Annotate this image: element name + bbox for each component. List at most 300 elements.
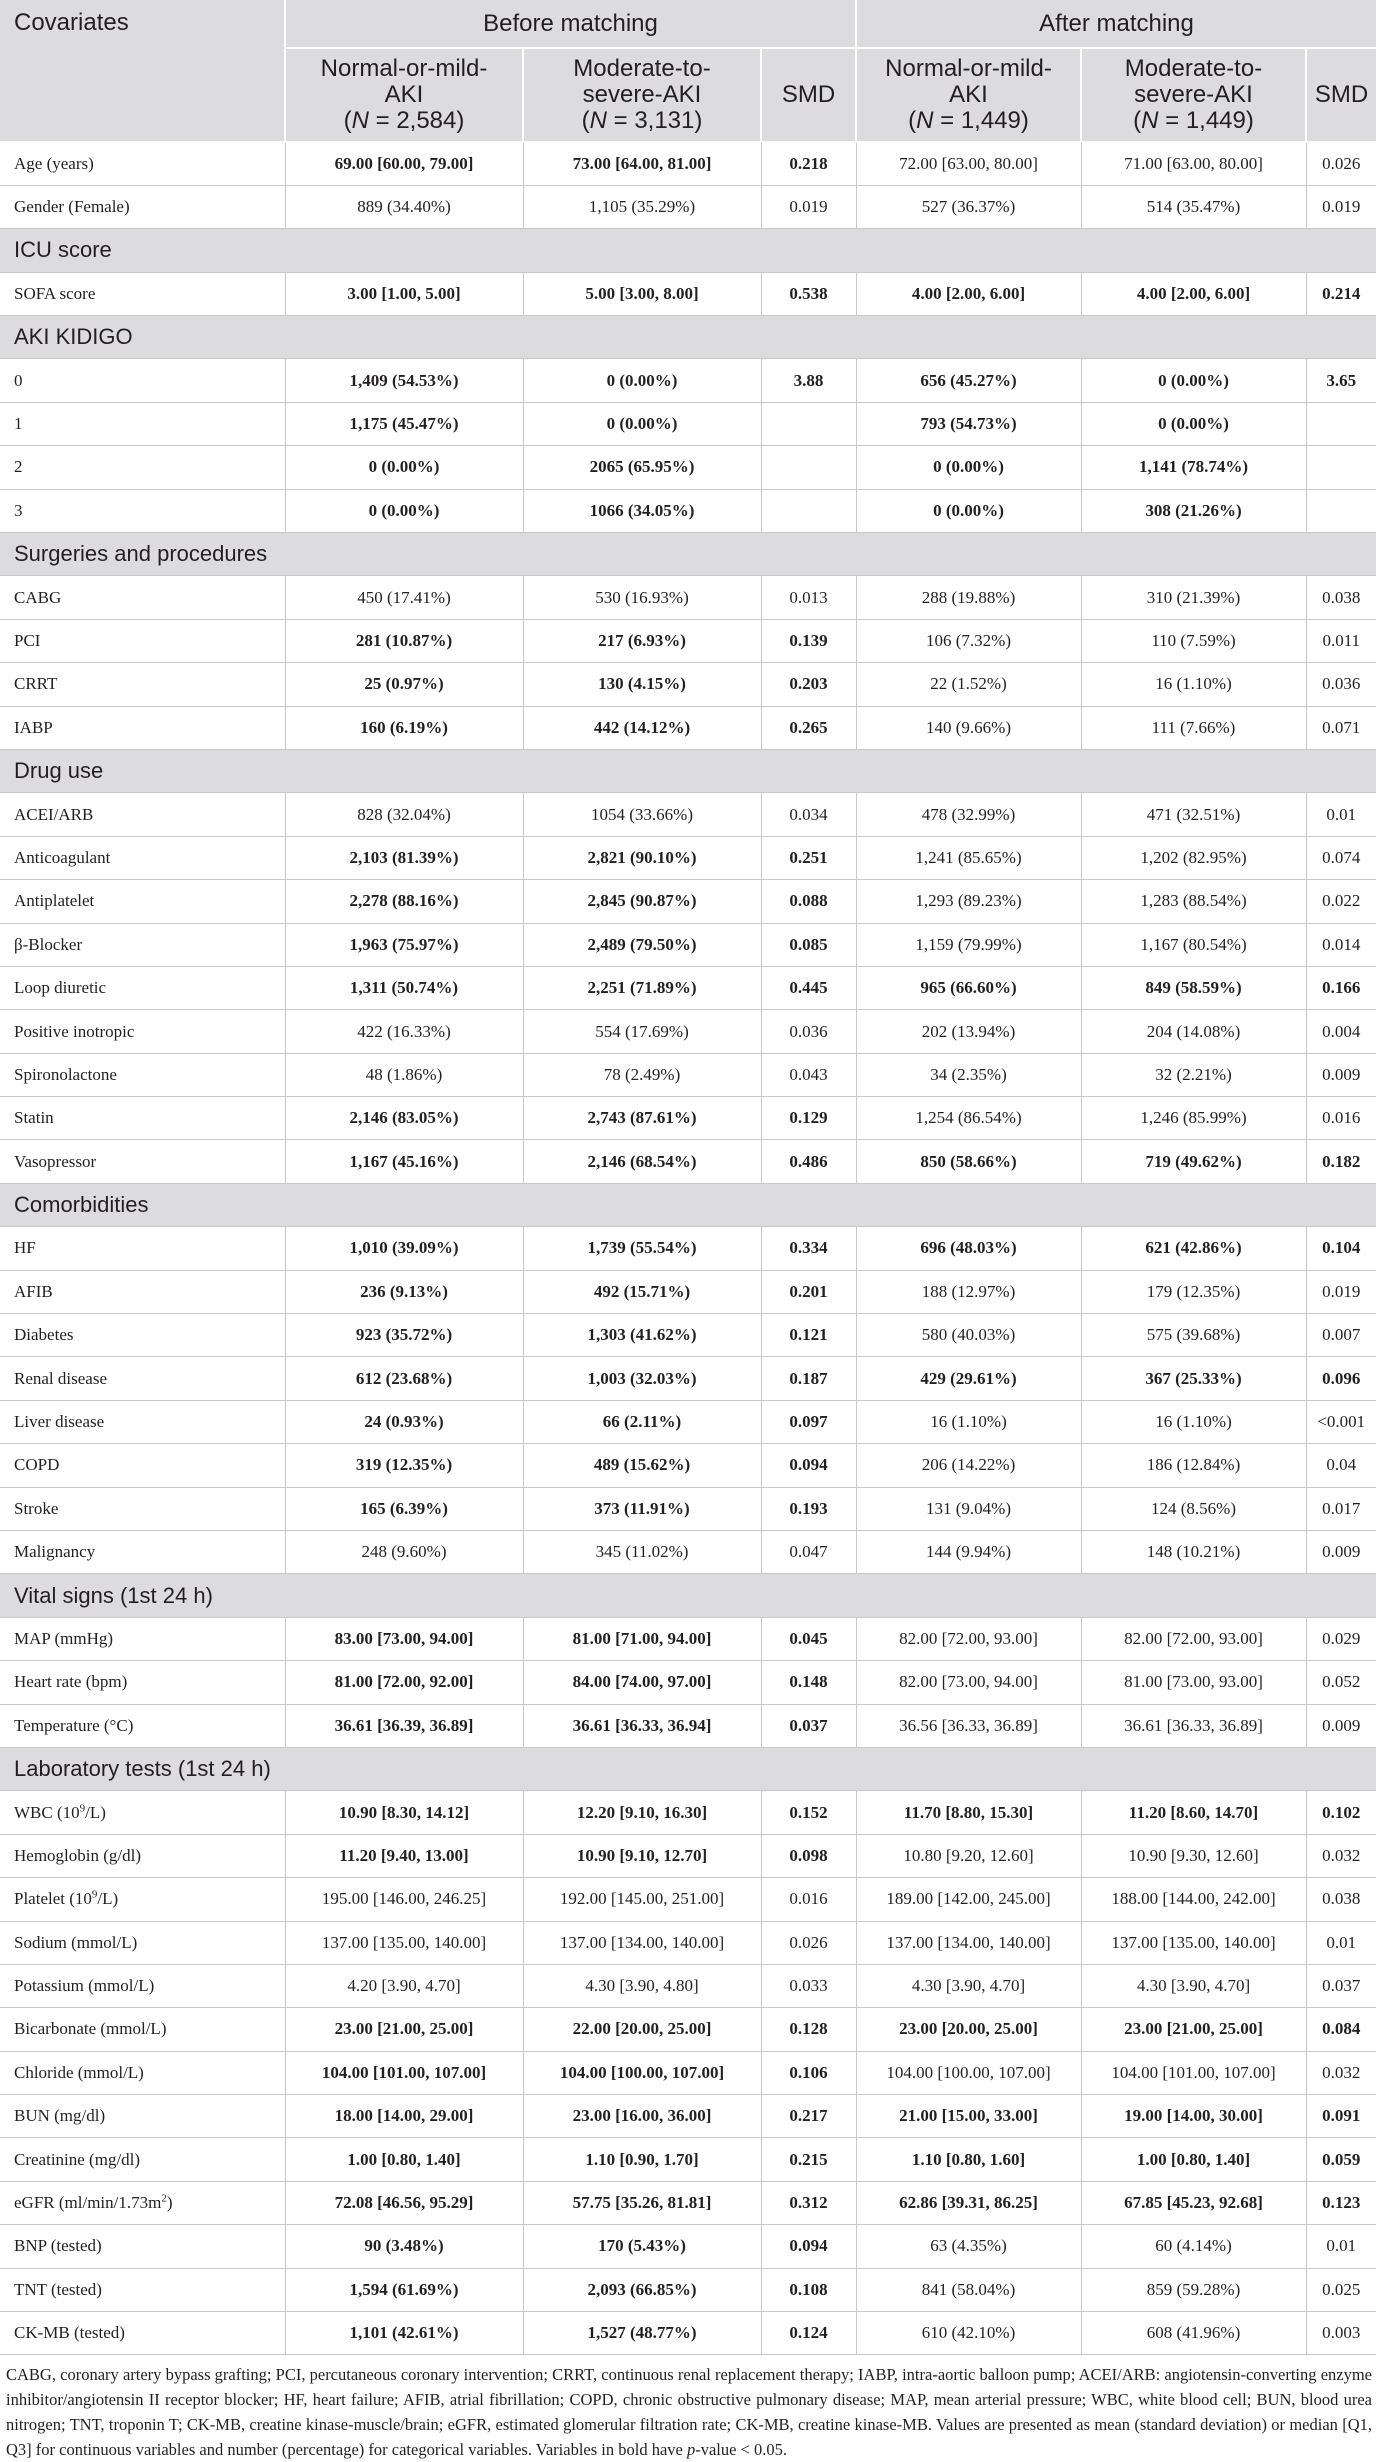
cell-after-moderate: 23.00 [21.00, 25.00]: [1081, 2008, 1306, 2051]
row-label: [0, 489, 285, 532]
cell-after-smd: 0.038: [1306, 1878, 1376, 1921]
row-label-text: Age (years): [14, 153, 94, 173]
cell-before-smd: 0.019: [761, 185, 856, 228]
cell-after-smd: 0.036: [1306, 663, 1376, 706]
row-label: [0, 359, 285, 402]
table-row: [0, 706, 1376, 749]
cell-before-moderate: 104.00 [100.00, 107.00]: [523, 2051, 761, 2094]
table-footnote: CABG, coronary artery bypass grafting; PCI, percutaneous coronary intervention; CRRT, continuous renal replacement therapy; IABP, intra-aortic balloon pump; ACEI/ARB: angiotensin-converting enzyme inhibitor/angiotensin II receptor blocker; HF, heart failure; AFIB, atrial fibrillation; COPD, chronic obstructive pulmonary disease; MAP, mean arterial pressure; WBC, white blood cell; BUN, blood urea nitrogen; TNT, troponin T; CK-MB, creatine kinase-muscle/brain; eGFR, estimated glomerular filtration rate; CK-MB, creatine kinase-MB. Values are presented as mean (standard deviation) or median [Q1, Q3] for continuous variables and number (percentage) for categorical variables. Variables in bold have p-value < 0.05.: [6, 2365, 1372, 2459]
cell-before-normal: 18.00 [14.00, 29.00]: [285, 2095, 523, 2138]
table-row: [0, 402, 1376, 445]
cell-after-normal: 16 (1.10%): [856, 1400, 1081, 1443]
row-label: [0, 576, 285, 619]
cell-after-normal: 841 (58.04%): [856, 2268, 1081, 2311]
cell-before-moderate: 2,821 (90.10%): [523, 836, 761, 879]
cell-before-normal: 1,167 (45.16%): [285, 1140, 523, 1183]
row-label-text: Sodium (mmol/L): [14, 1932, 138, 1952]
cell-before-smd: 0.097: [761, 1400, 856, 1443]
table-row: [0, 2095, 1376, 2138]
cell-before-smd: 0.108: [761, 2268, 856, 2311]
cell-before-smd: 0.094: [761, 2225, 856, 2268]
cell-before-smd: 0.094: [761, 1444, 856, 1487]
cell-before-moderate: 217 (6.93%): [523, 619, 761, 662]
table-row: [0, 1444, 1376, 1487]
cell-after-smd: 0.038: [1306, 576, 1376, 619]
cell-after-normal: 1.10 [0.80, 1.60]: [856, 2138, 1081, 2181]
cell-after-smd: 0.052: [1306, 1661, 1376, 1704]
table-row: [0, 1921, 1376, 1964]
cell-after-moderate: 19.00 [14.00, 30.00]: [1081, 2095, 1306, 2138]
cell-after-smd: 0.014: [1306, 923, 1376, 966]
row-label-text: Gender (Female): [14, 197, 130, 217]
row-label: [0, 1270, 285, 1313]
cell-after-smd: 0.032: [1306, 2051, 1376, 2094]
cell-after-smd: 0.019: [1306, 185, 1376, 228]
cell-after-smd: 0.029: [1306, 1617, 1376, 1660]
row-label-superscript: 9: [91, 1888, 98, 1901]
cell-before-normal: 3.00 [1.00, 5.00]: [285, 272, 523, 315]
cell-after-moderate: 0 (0.00%): [1081, 359, 1306, 402]
cell-before-smd: 0.043: [761, 1053, 856, 1096]
cell-before-smd: 3.88: [761, 359, 856, 402]
table-row: [0, 966, 1376, 1009]
cell-before-moderate: 1,527 (48.77%): [523, 2312, 761, 2355]
row-label: [0, 619, 285, 662]
table-row: [0, 446, 1376, 489]
cell-before-normal: 828 (32.04%): [285, 793, 523, 836]
cell-before-normal: 2,146 (83.05%): [285, 1097, 523, 1140]
row-label-text: IABP: [14, 717, 53, 737]
cell-before-normal: 319 (12.35%): [285, 1444, 523, 1487]
cell-after-smd: 0.009: [1306, 1053, 1376, 1096]
cell-before-normal: 160 (6.19%): [285, 706, 523, 749]
cell-after-moderate: 137.00 [135.00, 140.00]: [1081, 1921, 1306, 1964]
cell-before-smd: 0.193: [761, 1487, 856, 1530]
cell-before-moderate: 2065 (65.95%): [523, 446, 761, 489]
cell-before-normal: 1,594 (61.69%): [285, 2268, 523, 2311]
cell-after-moderate: 60 (4.14%): [1081, 2225, 1306, 2268]
cell-before-normal: 4.20 [3.90, 4.70]: [285, 1964, 523, 2007]
row-label-text: SOFA score: [14, 283, 96, 303]
row-label-text: Malignancy: [14, 1542, 96, 1562]
cell-before-smd: 0.036: [761, 1010, 856, 1053]
cell-before-moderate: 22.00 [20.00, 25.00]: [523, 2008, 761, 2051]
cell-before-normal: 612 (23.68%): [285, 1357, 523, 1400]
cell-before-moderate: 130 (4.15%): [523, 663, 761, 706]
cell-before-smd: 0.129: [761, 1097, 856, 1140]
cell-before-normal: 422 (16.33%): [285, 1010, 523, 1053]
cell-after-normal: 0 (0.00%): [856, 446, 1081, 489]
cell-after-normal: 188 (12.97%): [856, 1270, 1081, 1313]
cell-after-moderate: 1,283 (88.54%): [1081, 880, 1306, 923]
row-label: [0, 706, 285, 749]
row-label: [0, 1053, 285, 1096]
header-after-normal: [856, 48, 1081, 142]
cell-before-normal: 1,101 (42.61%): [285, 2312, 523, 2355]
row-label-text: COPD: [14, 1455, 60, 1475]
cell-before-moderate: 23.00 [16.00, 36.00]: [523, 2095, 761, 2138]
cell-before-smd: 0.085: [761, 923, 856, 966]
row-label: [0, 2181, 285, 2224]
cell-after-normal: 62.86 [39.31, 86.25]: [856, 2181, 1081, 2224]
cell-after-smd: 0.037: [1306, 1964, 1376, 2007]
cell-after-normal: 36.56 [36.33, 36.89]: [856, 1704, 1081, 1747]
cell-after-normal: 34 (2.35%): [856, 1053, 1081, 1096]
cell-after-normal: 429 (29.61%): [856, 1357, 1081, 1400]
cell-before-smd: 0.121: [761, 1314, 856, 1357]
cell-after-normal: 82.00 [72.00, 93.00]: [856, 1617, 1081, 1660]
cell-before-normal: 104.00 [101.00, 107.00]: [285, 2051, 523, 2094]
table-row: [0, 1270, 1376, 1313]
row-label-text: Bicarbonate (mmol/L): [14, 2019, 167, 2039]
table-row: [0, 1704, 1376, 1747]
cell-before-normal: 165 (6.39%): [285, 1487, 523, 1530]
row-label-text: BUN (mg/dl): [14, 2106, 106, 2126]
header-before-normal-n: (N = 2,584): [343, 107, 465, 134]
cell-after-moderate: 575 (39.68%): [1081, 1314, 1306, 1357]
cell-after-normal: 189.00 [142.00, 245.00]: [856, 1878, 1081, 1921]
cell-before-normal: 83.00 [73.00, 94.00]: [285, 1617, 523, 1660]
cell-before-smd: 0.033: [761, 1964, 856, 2007]
table-row: [0, 272, 1376, 315]
cell-after-normal: 1,254 (86.54%): [856, 1097, 1081, 1140]
table-row: [0, 1834, 1376, 1877]
cell-after-moderate: 1.00 [0.80, 1.40]: [1081, 2138, 1306, 2181]
row-label-text: CRRT: [14, 674, 58, 694]
cell-after-smd: 0.084: [1306, 2008, 1376, 2051]
row-label: [0, 793, 285, 836]
cell-after-smd: 0.011: [1306, 619, 1376, 662]
header-after-moderate-n: (N = 1,449): [1133, 107, 1254, 134]
cell-after-normal: 137.00 [134.00, 140.00]: [856, 1921, 1081, 1964]
cell-before-moderate: 530 (16.93%): [523, 576, 761, 619]
row-label: [0, 2095, 285, 2138]
cell-after-smd: 0.009: [1306, 1704, 1376, 1747]
cell-after-moderate: 10.90 [9.30, 12.60]: [1081, 1834, 1306, 1877]
cell-before-normal: 69.00 [60.00, 79.00]: [285, 142, 523, 185]
row-label-superscript: 9: [79, 1801, 86, 1814]
cell-after-smd: 0.017: [1306, 1487, 1376, 1530]
cell-before-moderate: 492 (15.71%): [523, 1270, 761, 1313]
table-row: [0, 2181, 1376, 2224]
cell-before-moderate: 0 (0.00%): [523, 402, 761, 445]
cell-after-moderate: 16 (1.10%): [1081, 663, 1306, 706]
row-label: [0, 836, 285, 879]
cell-before-moderate: 554 (17.69%): [523, 1010, 761, 1053]
cell-before-moderate: 81.00 [71.00, 94.00]: [523, 1617, 761, 1660]
cell-after-normal: 4.00 [2.00, 6.00]: [856, 272, 1081, 315]
cell-after-smd: 0.026: [1306, 142, 1376, 185]
cell-before-moderate: 170 (5.43%): [523, 2225, 761, 2268]
cell-before-smd: 0.106: [761, 2051, 856, 2094]
header-before-moderate-n: (N = 3,131): [581, 107, 703, 134]
header-after-normal-label: Normal-or-mild-AKI: [885, 55, 1052, 108]
cell-after-smd: 0.016: [1306, 1097, 1376, 1140]
cell-after-normal: 1,293 (89.23%): [856, 880, 1081, 923]
cell-after-moderate: 859 (59.28%): [1081, 2268, 1306, 2311]
cell-before-normal: 450 (17.41%): [285, 576, 523, 619]
cell-before-smd: 0.251: [761, 836, 856, 879]
header-before-matching: Before matching: [285, 0, 856, 48]
section-row: [0, 316, 1376, 359]
cell-before-moderate: 442 (14.12%): [523, 706, 761, 749]
cell-after-moderate: 104.00 [101.00, 107.00]: [1081, 2051, 1306, 2094]
cell-after-smd: 0.032: [1306, 1834, 1376, 1877]
cell-after-smd: 0.123: [1306, 2181, 1376, 2224]
cell-after-moderate: 186 (12.84%): [1081, 1444, 1306, 1487]
cell-after-normal: 696 (48.03%): [856, 1227, 1081, 1270]
cell-before-normal: 2,103 (81.39%): [285, 836, 523, 879]
table-row: [0, 1531, 1376, 1574]
cell-before-normal: 2,278 (88.16%): [285, 880, 523, 923]
header-after-matching: After matching: [856, 0, 1376, 48]
table-row: [0, 793, 1376, 836]
section-heading: ICU score: [0, 229, 1376, 272]
row-label-text: 1: [14, 414, 23, 434]
row-label-text: Anticoagulant: [14, 847, 111, 867]
row-label: [0, 1531, 285, 1574]
cell-after-moderate: 1,202 (82.95%): [1081, 836, 1306, 879]
row-label: [0, 1357, 285, 1400]
table-row: [0, 1878, 1376, 1921]
row-label-text: eGFR (ml/min/1.73m: [14, 2193, 162, 2213]
row-label-text: AFIB: [14, 1281, 53, 1301]
cell-before-normal: 23.00 [21.00, 25.00]: [285, 2008, 523, 2051]
cell-before-smd: 0.486: [761, 1140, 856, 1183]
cell-before-smd: 0.026: [761, 1921, 856, 1964]
cell-before-smd: 0.445: [761, 966, 856, 1009]
cell-after-normal: 0 (0.00%): [856, 489, 1081, 532]
cell-before-smd: 0.098: [761, 1834, 856, 1877]
cell-before-smd: 0.218: [761, 142, 856, 185]
cell-before-moderate: 2,093 (66.85%): [523, 2268, 761, 2311]
cell-before-smd: 0.217: [761, 2095, 856, 2138]
cell-after-moderate: 308 (21.26%): [1081, 489, 1306, 532]
cell-before-moderate: 345 (11.02%): [523, 1531, 761, 1574]
cell-before-smd: 0.152: [761, 1791, 856, 1834]
cell-after-normal: 202 (13.94%): [856, 1010, 1081, 1053]
cell-after-normal: 288 (19.88%): [856, 576, 1081, 619]
cell-after-smd: 0.091: [1306, 2095, 1376, 2138]
cell-before-normal: 137.00 [135.00, 140.00]: [285, 1921, 523, 1964]
table-row: [0, 1617, 1376, 1660]
row-label-suffix: ): [166, 2193, 173, 2213]
cell-before-normal: 72.08 [46.56, 95.29]: [285, 2181, 523, 2224]
row-label-text: Temperature (°C): [14, 1715, 134, 1735]
row-label: [0, 2008, 285, 2051]
cell-before-smd: [761, 489, 856, 532]
cell-after-moderate: 148 (10.21%): [1081, 1531, 1306, 1574]
cell-before-normal: 195.00 [146.00, 246.25]: [285, 1878, 523, 1921]
cell-before-smd: [761, 446, 856, 489]
cell-before-normal: 10.90 [8.30, 14.12]: [285, 1791, 523, 1834]
cell-after-normal: 656 (45.27%): [856, 359, 1081, 402]
cell-after-moderate: 81.00 [73.00, 93.00]: [1081, 1661, 1306, 1704]
cell-after-moderate: 204 (14.08%): [1081, 1010, 1306, 1053]
cell-before-normal: 25 (0.97%): [285, 663, 523, 706]
cell-before-moderate: 2,845 (90.87%): [523, 880, 761, 923]
cell-after-normal: 63 (4.35%): [856, 2225, 1081, 2268]
cell-before-normal: 889 (34.40%): [285, 185, 523, 228]
cell-before-moderate: 192.00 [145.00, 251.00]: [523, 1878, 761, 1921]
row-label: [0, 1227, 285, 1270]
row-label-text: 3: [14, 500, 23, 520]
row-label: [0, 663, 285, 706]
cell-after-moderate: 621 (42.86%): [1081, 1227, 1306, 1270]
row-label: [0, 1834, 285, 1877]
cell-after-moderate: 36.61 [36.33, 36.89]: [1081, 1704, 1306, 1747]
cell-after-moderate: 11.20 [8.60, 14.70]: [1081, 1791, 1306, 1834]
table-row: [0, 1791, 1376, 1834]
row-label-text: β-Blocker: [14, 934, 83, 954]
cell-after-moderate: 1,141 (78.74%): [1081, 446, 1306, 489]
cell-before-moderate: 73.00 [64.00, 81.00]: [523, 142, 761, 185]
cell-after-smd: 0.01: [1306, 793, 1376, 836]
row-label-text: CK-MB (tested): [14, 2323, 125, 2343]
table-row: [0, 619, 1376, 662]
cell-after-moderate: 4.00 [2.00, 6.00]: [1081, 272, 1306, 315]
cell-before-smd: 0.128: [761, 2008, 856, 2051]
cell-after-normal: 23.00 [20.00, 25.00]: [856, 2008, 1081, 2051]
cell-after-moderate: 310 (21.39%): [1081, 576, 1306, 619]
cell-after-moderate: 1,167 (80.54%): [1081, 923, 1306, 966]
row-label: [0, 1400, 285, 1443]
cell-before-smd: 0.265: [761, 706, 856, 749]
header-before-smd: SMD: [761, 48, 856, 142]
cell-after-smd: 0.022: [1306, 880, 1376, 923]
header-after-moderate: [1081, 48, 1306, 142]
cell-before-moderate: 1054 (33.66%): [523, 793, 761, 836]
cell-before-normal: 1,175 (45.47%): [285, 402, 523, 445]
row-label-text: CABG: [14, 587, 62, 607]
cell-after-moderate: 188.00 [144.00, 242.00]: [1081, 1878, 1306, 1921]
cell-before-smd: 0.148: [761, 1661, 856, 1704]
section-heading: Laboratory tests (1st 24 h): [0, 1747, 1376, 1790]
cell-after-moderate: 16 (1.10%): [1081, 1400, 1306, 1443]
cell-before-normal: 1,963 (75.97%): [285, 923, 523, 966]
row-label-text: Stroke: [14, 1498, 59, 1518]
header-after-normal-n: (N = 1,449): [908, 107, 1029, 134]
cell-before-moderate: 5.00 [3.00, 8.00]: [523, 272, 761, 315]
cell-after-smd: 0.074: [1306, 836, 1376, 879]
cell-after-smd: 0.214: [1306, 272, 1376, 315]
cell-before-smd: 0.088: [761, 880, 856, 923]
cell-after-smd: 0.04: [1306, 1444, 1376, 1487]
table-row: [0, 880, 1376, 923]
section-row: [0, 1574, 1376, 1617]
cell-before-normal: 236 (9.13%): [285, 1270, 523, 1313]
table-row: [0, 576, 1376, 619]
cell-before-moderate: 2,251 (71.89%): [523, 966, 761, 1009]
row-label: [0, 2225, 285, 2268]
cell-after-smd: 0.007: [1306, 1314, 1376, 1357]
cell-after-smd: <0.001: [1306, 1400, 1376, 1443]
cell-before-normal: 90 (3.48%): [285, 2225, 523, 2268]
cell-after-normal: 140 (9.66%): [856, 706, 1081, 749]
row-label: [0, 2138, 285, 2181]
cell-after-normal: 527 (36.37%): [856, 185, 1081, 228]
table-body: [0, 142, 1376, 2355]
cell-before-moderate: 1.10 [0.90, 1.70]: [523, 2138, 761, 2181]
table-row: [0, 1010, 1376, 1053]
row-label: [0, 1617, 285, 1660]
cell-before-moderate: 57.75 [35.26, 81.81]: [523, 2181, 761, 2224]
row-label: [0, 1964, 285, 2007]
cell-after-moderate: 471 (32.51%): [1081, 793, 1306, 836]
table-row: [0, 1661, 1376, 1704]
cell-after-moderate: 1,246 (85.99%): [1081, 1097, 1306, 1140]
table-row: [0, 1097, 1376, 1140]
header-before-moderate: [523, 48, 761, 142]
cell-after-smd: 0.003: [1306, 2312, 1376, 2355]
section-heading: Surgeries and procedures: [0, 533, 1376, 576]
cell-before-normal: 923 (35.72%): [285, 1314, 523, 1357]
cell-before-moderate: 1,105 (35.29%): [523, 185, 761, 228]
section-row: [0, 1747, 1376, 1790]
cell-after-moderate: 82.00 [72.00, 93.00]: [1081, 1617, 1306, 1660]
cell-after-smd: 0.166: [1306, 966, 1376, 1009]
cell-after-moderate: 514 (35.47%): [1081, 185, 1306, 228]
cell-after-smd: 0.009: [1306, 1531, 1376, 1574]
table-row: [0, 663, 1376, 706]
cell-after-moderate: 608 (41.96%): [1081, 2312, 1306, 2355]
table-row: [0, 1357, 1376, 1400]
cell-before-normal: 1,010 (39.09%): [285, 1227, 523, 1270]
row-label-text: Liver disease: [14, 1412, 105, 1432]
cell-before-smd: 0.215: [761, 2138, 856, 2181]
row-label-text: TNT (tested): [14, 2279, 102, 2299]
cell-after-normal: 850 (58.66%): [856, 1140, 1081, 1183]
row-label: [0, 1487, 285, 1530]
row-label-text: WBC (10: [14, 1802, 80, 1822]
header-before-moderate-label: Moderate-to-severe-AKI: [573, 55, 711, 108]
cell-after-moderate: 4.30 [3.90, 4.70]: [1081, 1964, 1306, 2007]
section-heading: AKI KIDIGO: [0, 316, 1376, 359]
cell-after-smd: 0.071: [1306, 706, 1376, 749]
cell-before-moderate: 78 (2.49%): [523, 1053, 761, 1096]
row-label-text: Heart rate (bpm): [14, 1672, 128, 1692]
section-heading: Vital signs (1st 24 h): [0, 1574, 1376, 1617]
cell-before-normal: 0 (0.00%): [285, 446, 523, 489]
row-label-text: MAP (mmHg): [14, 1628, 114, 1648]
cell-before-smd: 0.139: [761, 619, 856, 662]
row-label-text: Loop diuretic: [14, 978, 107, 998]
cell-before-moderate: 1,739 (55.54%): [523, 1227, 761, 1270]
cell-before-normal: 11.20 [9.40, 13.00]: [285, 1834, 523, 1877]
row-label: [0, 1444, 285, 1487]
cell-before-smd: 0.538: [761, 272, 856, 315]
cell-before-smd: 0.047: [761, 1531, 856, 1574]
row-label-text: Creatinine (mg/dl): [14, 2149, 141, 2169]
row-label: [0, 1704, 285, 1747]
table-row: [0, 2225, 1376, 2268]
cell-after-normal: 580 (40.03%): [856, 1314, 1081, 1357]
table-row: [0, 836, 1376, 879]
cell-before-moderate: 373 (11.91%): [523, 1487, 761, 1530]
cell-after-smd: [1306, 446, 1376, 489]
cell-after-normal: 478 (32.99%): [856, 793, 1081, 836]
cell-after-normal: 21.00 [15.00, 33.00]: [856, 2095, 1081, 2138]
cell-after-moderate: 0 (0.00%): [1081, 402, 1306, 445]
row-label: [0, 2312, 285, 2355]
cell-after-smd: 3.65: [1306, 359, 1376, 402]
table-row: [0, 185, 1376, 228]
cell-after-moderate: 67.85 [45.23, 92.68]: [1081, 2181, 1306, 2224]
cell-before-smd: 0.045: [761, 1617, 856, 1660]
section-row: [0, 1183, 1376, 1226]
section-row: [0, 749, 1376, 792]
cell-after-moderate: 719 (49.62%): [1081, 1140, 1306, 1183]
